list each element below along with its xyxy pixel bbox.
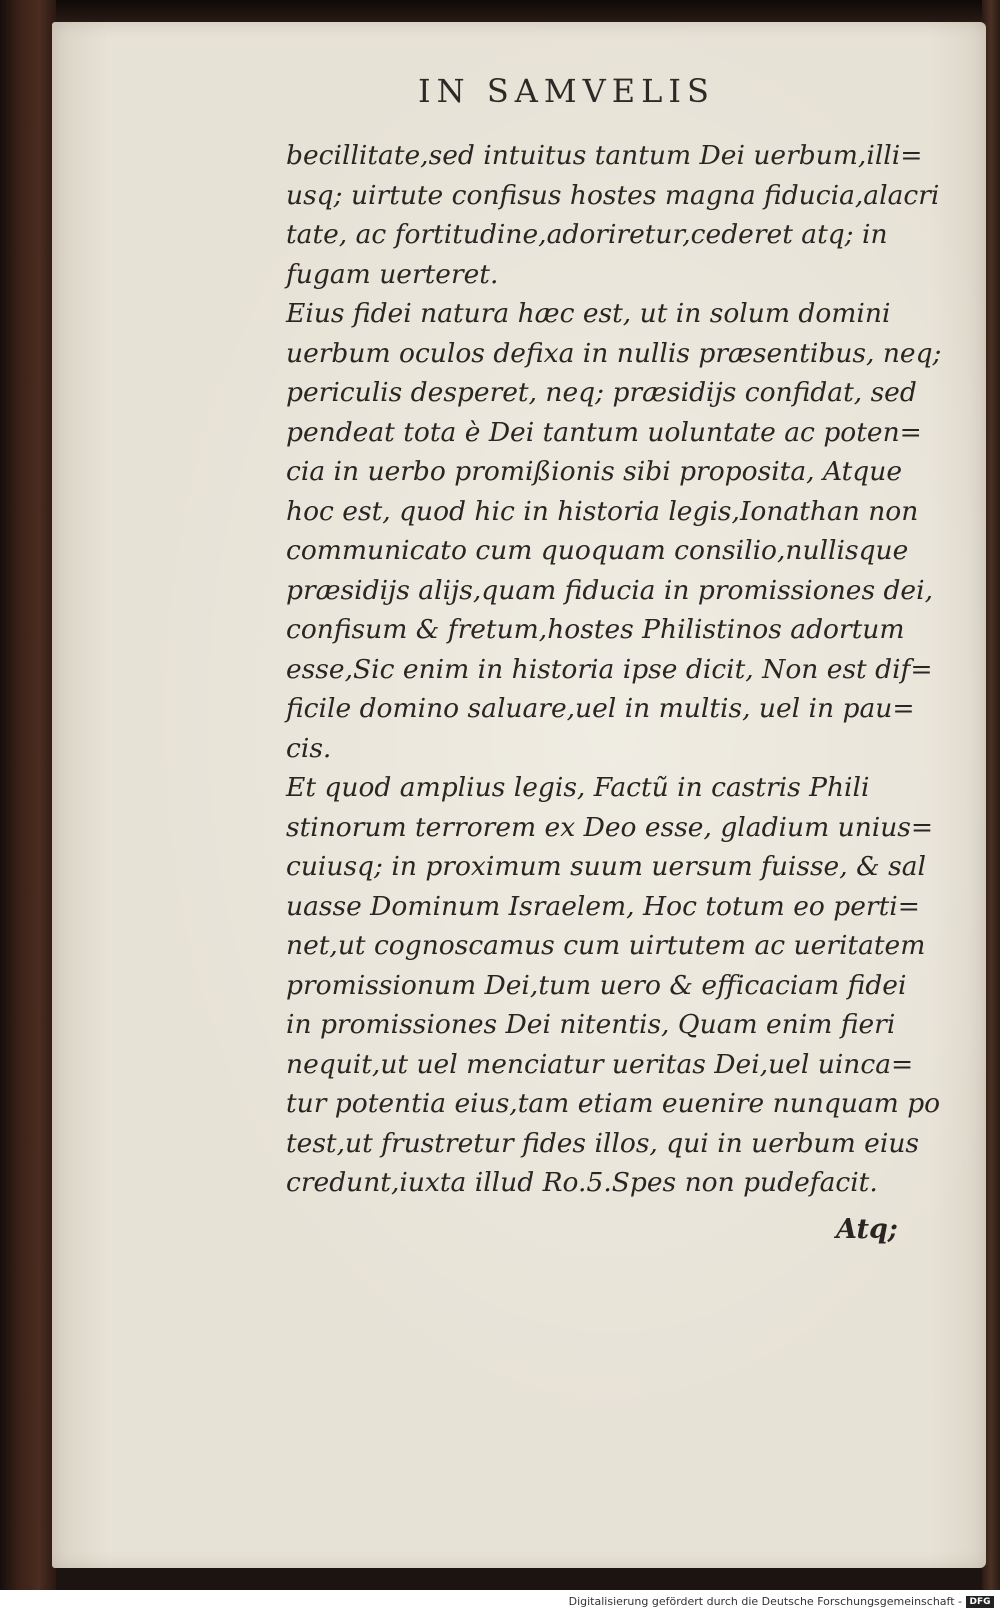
book-cover-left-edge xyxy=(0,0,56,1590)
text-line: communicato cum quoquam consilio,nullisque xyxy=(286,535,909,566)
text-line: nequit,ut uel menciatur ueritas Dei,uel uinca= xyxy=(286,1048,914,1080)
text-line: cis. xyxy=(286,732,332,764)
text-line: cuiusq; in proximum suum uersum fuisse, & sal xyxy=(286,851,926,882)
text-line: test,ut frustretur fides illos, qui in uerbum eius xyxy=(286,1127,919,1159)
text-line: tur potentia eius,tam etiam euenire nunquam po xyxy=(286,1088,941,1119)
text-line: promissionum Dei,tum uero & efficaciam fidei xyxy=(286,969,907,1001)
text-line: Eius fidei natura hæc est, ut in solum domini xyxy=(286,298,891,329)
running-head: IN SAMVELIS xyxy=(418,72,715,110)
dfg-logo: DFG xyxy=(966,1596,994,1608)
text-line: credunt,iuxta illud Ro.5.Spes non pudefacit. xyxy=(286,1167,878,1198)
text-line: tate, ac fortitudine,adoriretur,cederet atq; in xyxy=(286,219,888,250)
text-line: uerbum oculos defixa in nullis præsentibus, neq; xyxy=(286,337,942,369)
text-line: net,ut cognoscamus cum uirtutem ac ueritatem xyxy=(286,930,926,961)
text-line: fugam uerteret. xyxy=(286,258,499,290)
text-line: in promissiones Dei nitentis, Quam enim fieri xyxy=(286,1009,896,1040)
text-line: ficile domino saluare,uel in multis, uel in pau= xyxy=(286,693,915,724)
text-line: confisum & fretum,hostes Philistinos adortum xyxy=(286,614,905,645)
text-line: periculis desperet, neq; præsidijs confidat, sed xyxy=(286,377,917,408)
catchword: Atq; xyxy=(836,1214,898,1245)
page-body-text xyxy=(286,136,942,1203)
text-line: hoc est, quod hic in historia legis,Ionathan non xyxy=(286,495,919,527)
text-line: esse,Sic enim in historia ipse dicit, Non est dif= xyxy=(286,653,933,685)
text-line: becillitate,sed intuitus tantum Dei uerbum,illi= xyxy=(286,140,923,171)
book-top-edge xyxy=(0,0,1000,24)
text-line: cia in uerbo promißionis sibi proposita, Atque xyxy=(286,456,902,487)
text-line: Et quod amplius legis, Factũ in castris Phili xyxy=(286,772,870,803)
funding-credit: Digitalisierung gefördert durch die Deutsche Forschungsgemeinschaft - xyxy=(568,1595,962,1608)
text-line: præsidijs alijs,quam fiducia in promissiones dei, xyxy=(286,574,934,606)
text-line: uasse Dominum Israelem, Hoc totum eo perti= xyxy=(286,890,920,922)
text-line: stinorum terrorem ex Deo esse, gladium unius= xyxy=(286,811,934,843)
text-line: pendeat tota è Dei tantum uoluntate ac poten= xyxy=(286,416,922,448)
text-line: usq; uirtute confisus hostes magna fiducia,alacri xyxy=(286,179,940,211)
